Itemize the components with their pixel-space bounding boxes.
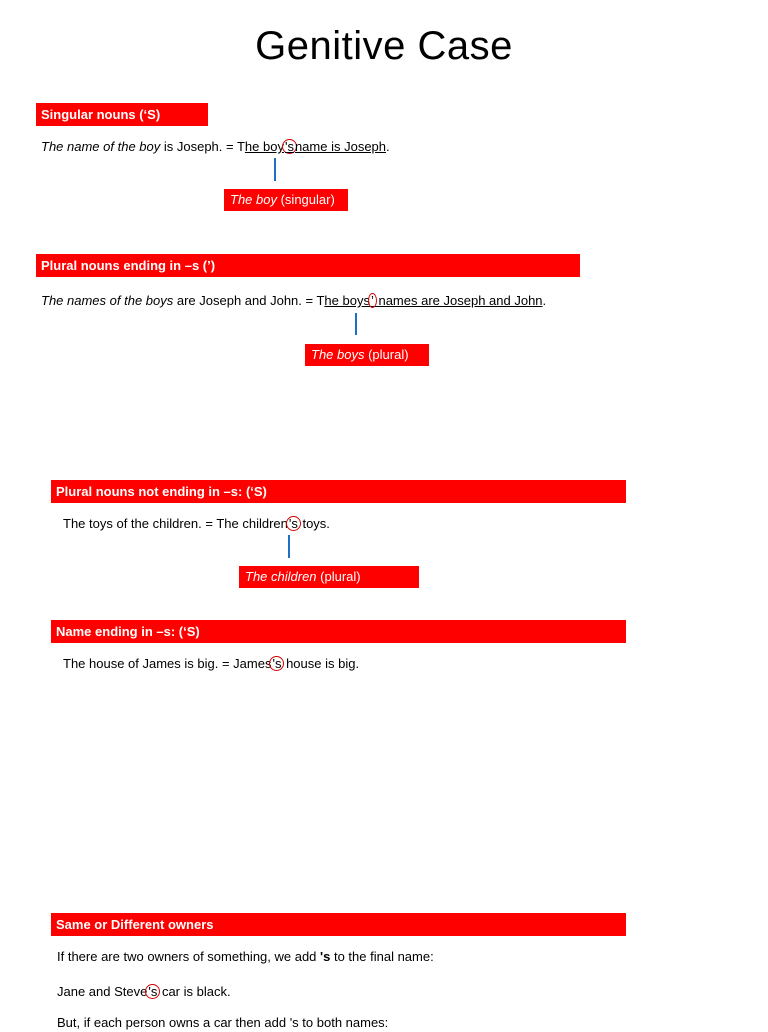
owners-example-post: car is black. <box>158 984 231 999</box>
plural-s-example-underlined-a: he boys <box>324 293 370 308</box>
singular-example-lead: The name of the boy <box>41 139 161 154</box>
possessive-marker-circle: 's <box>282 139 297 154</box>
section-heading-name-s: Name ending in –s: (‘S) <box>51 620 626 643</box>
possessive-marker-circle: 's <box>145 984 160 999</box>
singular-example-underlined-a: he boy <box>244 139 284 154</box>
section-heading-plural-s: Plural nouns ending in –s (’) <box>36 254 580 277</box>
name-s-example-pre: The house of James is big. = James <box>63 656 272 671</box>
plural-s-tag-italic: The boys <box>311 347 365 362</box>
plural-s-tag <box>305 344 429 366</box>
plural-not-s-tag-plain: (plural) <box>316 569 361 584</box>
singular-tag-plain: (singular) <box>276 192 335 207</box>
section-heading-singular: Singular nouns (‘S) <box>36 103 208 126</box>
page-title: Genitive Case <box>255 24 513 68</box>
singular-example-mid: is Joseph. = T <box>160 139 245 154</box>
section-heading-owners: Same or Different owners <box>51 913 626 936</box>
owners-rule-bold: 's <box>320 949 331 964</box>
apostrophe-marker-circle: ’ <box>368 293 377 308</box>
possessive-marker-circle: 's <box>269 656 284 671</box>
singular-example-end: . <box>386 139 390 154</box>
owners-rule-pre: If there are two owners of something, we add <box>57 949 321 964</box>
name-s-example-post: house is big. <box>282 656 360 671</box>
plural-s-example-lead: The names of the boys <box>41 293 174 308</box>
name-s-example <box>63 655 359 673</box>
owners-rule-text-2: But, if each person owns a car then add 's to both names: <box>57 1015 389 1030</box>
singular-example-underlined-b: name is Joseph <box>294 139 387 154</box>
plural-s-example-underlined-b: names are Joseph and John <box>374 293 543 308</box>
connector-line <box>355 313 357 335</box>
plural-s-example-mid: are Joseph and John. = T <box>173 293 325 308</box>
singular-tag-italic: The boy <box>230 192 277 207</box>
plural-not-s-example-pre: The toys of the children. = The children <box>63 516 288 531</box>
owners-rule-text <box>57 948 434 966</box>
owners-example-pre: Jane and Steve <box>57 984 148 999</box>
plural-not-s-example <box>63 515 330 533</box>
plural-not-s-tag <box>239 566 419 588</box>
singular-tag <box>224 189 348 211</box>
owners-rule-post: to the final name: <box>330 949 434 964</box>
plural-not-s-tag-italic: The children <box>245 569 317 584</box>
plural-s-tag-plain: (plural) <box>364 347 409 362</box>
possessive-marker-circle: 's <box>286 516 301 531</box>
owners-example <box>57 983 231 1001</box>
singular-example <box>41 138 390 156</box>
section-heading-plural-not-s: Plural nouns not ending in –s: (‘S) <box>51 480 626 503</box>
plural-s-example <box>41 292 546 310</box>
plural-not-s-example-post: toys. <box>298 516 330 531</box>
plural-s-example-end: . <box>542 293 547 308</box>
connector-line <box>288 535 290 558</box>
connector-line <box>274 158 276 181</box>
